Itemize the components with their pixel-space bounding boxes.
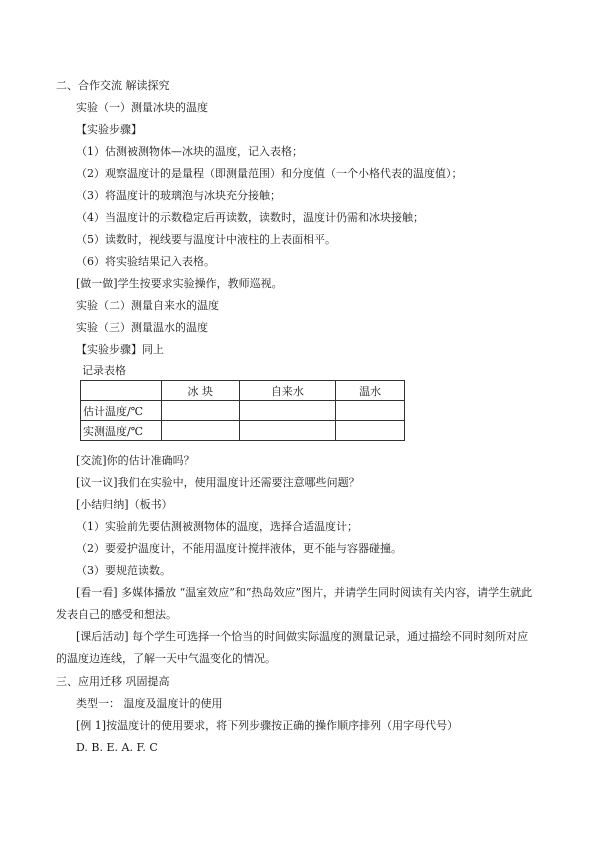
section2-heading: 二、合作交流 解读探究 <box>56 79 170 92</box>
table-row-label: 实测温度/℃ <box>81 421 162 441</box>
table-cell <box>336 421 405 441</box>
table-header-cell <box>81 381 162 401</box>
exp2-title: 实验（二）测量自来水的温度 <box>76 299 219 312</box>
table-cell <box>239 421 336 441</box>
after-class-paragraph: [课后活动] 每个学生可选择一个恰当的时间做实际温度的测量记录，通过描绘不同时刻所对应的温度边连线，了解一天中气温变化的情况。 <box>56 630 529 665</box>
step-3: （3）将温度计的玻璃泡与冰块充分接触； <box>76 189 281 202</box>
table-header-cell: 温水 <box>336 381 405 401</box>
step-4: （4）当温度计的示数稳定后再读数，读数时，温度计仍需和冰块接触； <box>76 211 424 224</box>
exp1-title: 实验（一）测量冰块的温度 <box>76 101 208 114</box>
table-cell <box>336 401 405 421</box>
step-5: （5）读数时，视线要与温度计中液柱的上表面相平。 <box>76 233 336 246</box>
steps-same: 【实验步骤】同上 <box>76 343 164 356</box>
summary-item-3: （3）要规范读数。 <box>76 564 171 577</box>
table-row <box>81 401 405 421</box>
summary-item-2: （2）要爱护温度计，不能用温度计搅拌液体，更不能与容器碰撞。 <box>76 542 402 555</box>
table-cell <box>239 401 336 421</box>
table-header-cell: 自来水 <box>239 381 336 401</box>
exp3-title: 实验（三）测量温水的温度 <box>76 321 208 334</box>
step-6: （6）将实验结果记入表格。 <box>76 255 215 268</box>
table-header-row <box>81 381 405 401</box>
summary-item-1: （1）实验前先要估测被测物体的温度，选择合适温度计； <box>76 520 358 533</box>
table-cell <box>162 401 240 421</box>
step-1: （1）估测被测物体—冰块的温度，记入表格； <box>76 145 303 158</box>
exchange: [交流]你的估计准确吗？ <box>76 454 195 467</box>
step-2: （2）观察温度计的是量程（即测量范围）和分度值（一个小格代表的温度值）； <box>76 167 463 180</box>
table-header-cell: 冰 块 <box>162 381 240 401</box>
summary: [小结归纳]（板书） <box>76 498 173 511</box>
discuss: [议一议]我们在实验中，使用温度计还需要注意哪些问题？ <box>76 476 360 489</box>
table-caption: 记录表格 <box>82 364 126 377</box>
steps-heading: 【实验步骤】 <box>76 123 142 136</box>
section3-heading: 三、应用迁移 巩固提高 <box>56 675 170 688</box>
record-table <box>80 380 405 441</box>
look-paragraph: [看一看] 多媒体播放 “温室效应”和“热岛效应”图片，并请学生同时阅读有关内容，请学生就此发表自己的感受和想法。 <box>56 586 533 621</box>
table-cell <box>162 421 240 441</box>
table-row-label: 估计温度/℃ <box>81 401 162 421</box>
type1: 类型一： 温度及温度计的使用 <box>76 697 223 710</box>
table-row <box>81 421 405 441</box>
do-it: [做一做]学生按要求实验操作，教师巡视。 <box>76 277 283 290</box>
answer: D. B. E. A. F. C <box>76 741 158 754</box>
example1: [例 1]按温度计的使用要求，将下列步骤按正确的操作顺序排列（用字母代号） <box>76 719 459 732</box>
